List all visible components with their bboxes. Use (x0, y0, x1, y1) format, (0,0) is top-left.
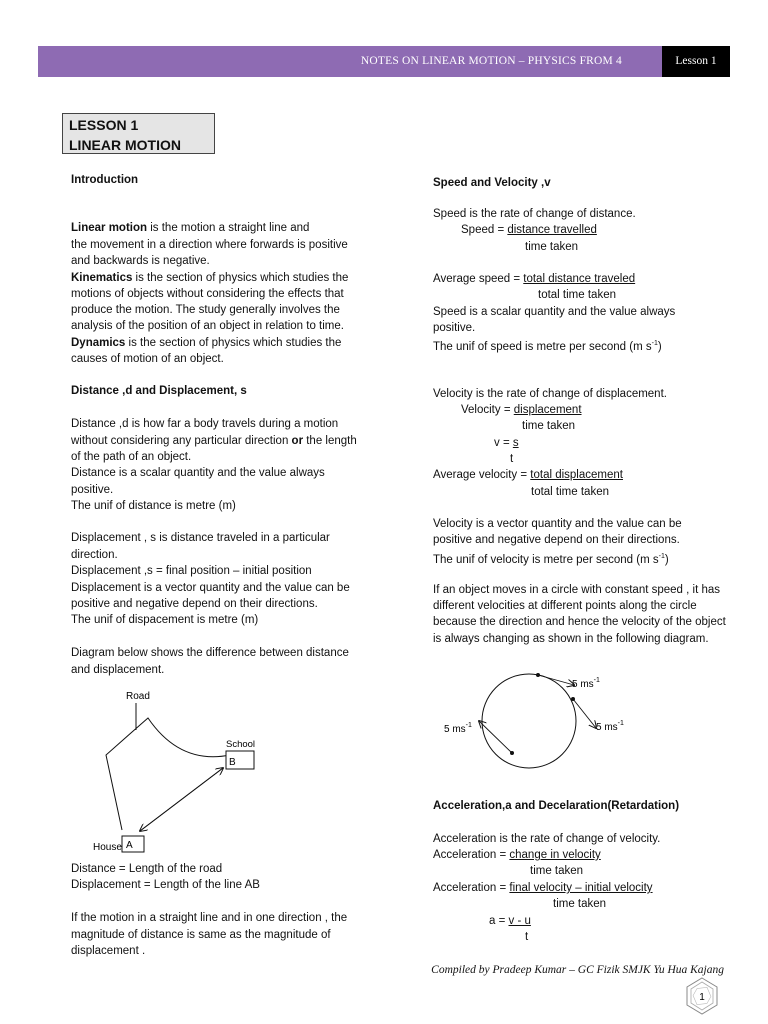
speed-unit-text: The unif of speed is metre per second (m s (433, 340, 652, 353)
distance-text-2c: the length (303, 435, 357, 447)
acceleration-definition: Acceleration is the rate of change of velocity. (433, 833, 661, 845)
acceleration-heading: Acceleration,a and Decelaration(Retardation) (433, 800, 680, 812)
accel-eq2-numerator: final velocity – initial velocity (509, 882, 653, 894)
velocity-vector-line-1: Velocity is a vector quantity and the value can be (433, 518, 682, 530)
velocity-equation (461, 402, 582, 418)
velocity-label-left: 5 $ms^{-1}$ (444, 722, 472, 735)
speed-scalar-line-1: Speed is a scalar quantity and the value always (433, 306, 676, 318)
accel-eq-lhs: Acceleration = (433, 849, 510, 861)
displacement-line-4: Displacement is a vector quantity and the value can be (71, 582, 350, 594)
lesson-title-box (62, 113, 215, 154)
avg-speed-eq-numerator: total distance traveled (523, 273, 636, 285)
circle-text-line-4: is always changing as shown in the following diagram. (433, 633, 709, 645)
displacement-line-3: Displacement ,s = final position – initial position (71, 565, 312, 577)
distance-line-1: Distance ,d is how far a body travels during a motion (71, 418, 339, 430)
distance-or: or (291, 435, 304, 447)
distance-displacement-diagram (80, 680, 280, 860)
diagram-intro-line-1: Diagram below shows the difference between distance (71, 647, 349, 659)
accel-eq-denominator: time taken (530, 865, 584, 877)
v-eq-denominator: t (510, 453, 514, 465)
point-a-label: A (126, 840, 133, 851)
acceleration-equation (433, 847, 601, 863)
displacement-definition: Displacement = Length of the line AB (71, 879, 260, 891)
v-eq-lhs: v = (494, 437, 513, 449)
avg-velocity-eq-numerator: total displacement (530, 469, 623, 481)
a-equation (489, 913, 531, 929)
avg-speed-eq-denominator: total time taken (538, 289, 616, 301)
conclusion-line-1: If the motion in a straight line and in one direction , the (71, 912, 348, 924)
dynamics-line-1 (71, 335, 341, 351)
dynamics-term: Dynamics (71, 337, 126, 349)
kinematics-text-1: is the section of physics which studies the (132, 272, 349, 284)
avg-velocity-eq-denominator: total time taken (531, 486, 609, 498)
distance-line-5: positive. (71, 484, 114, 496)
velocity-label-right: 5 $ms^{-1}$ (596, 720, 624, 733)
distance-definition: Distance = Length of the road (71, 863, 223, 875)
v-equation (494, 435, 519, 451)
speed-equation-numerator-line (461, 222, 597, 238)
distance-line-3: of the path of an object. (71, 451, 192, 463)
velocity-eq-denominator: time taken (522, 420, 576, 432)
footer-credit: Compiled by Pradeep Kumar – GC Fizik SMJK Yu Hua Kajang (431, 964, 724, 976)
distance-line-4: Distance is a scalar quantity and the value always (71, 467, 325, 479)
velocity-eq-numerator: displacement (513, 404, 582, 416)
circle-text-line-3: because the direction and hence the velocity of the object (433, 616, 726, 628)
linear-motion-line-2: the movement in a direction where forwards is positive (71, 239, 348, 251)
linear-motion-text-1: is the motion a straight line and (147, 222, 310, 234)
school-label: School (226, 739, 256, 750)
introduction-heading: Introduction (71, 174, 139, 186)
distance-line-2 (71, 433, 357, 449)
speed-unit (433, 336, 662, 355)
circular-motion-diagram (430, 665, 650, 775)
road-label: Road (126, 691, 150, 702)
velocity-arrow-top (538, 675, 574, 685)
avg-velocity-eq-lhs: Average velocity = (433, 469, 531, 481)
kinematics-line-1 (71, 270, 348, 286)
velocity-unit (433, 549, 669, 568)
displacement-line-6: The unif of dispacement is metre (m) (71, 614, 259, 626)
avg-speed-equation (433, 271, 635, 287)
page-number-badge (682, 976, 722, 1016)
speed-eq-denominator: time taken (525, 241, 579, 253)
circle-text-line-1: If an object moves in a circle with constant speed , it has (433, 584, 721, 596)
displacement-line-2: direction. (71, 549, 118, 561)
kinematics-line-4: analysis of the position of an object in relation to time. (71, 320, 344, 332)
lesson-number: LESSON 1 (69, 117, 139, 133)
velocity-unit-sup: -1 (658, 553, 665, 560)
road-path (106, 718, 230, 830)
point-b-label: B (229, 757, 236, 768)
speed-definition: Speed is the rate of change of distance. (433, 208, 636, 220)
accel-eq2-lhs: Acceleration = (433, 882, 510, 894)
speed-eq-lhs: Speed = (461, 224, 508, 236)
page-number: 1 (699, 992, 705, 1003)
accel-eq-numerator: change in velocity (509, 849, 601, 861)
distance-text-2a: without considering any particular direction (71, 435, 292, 447)
dynamics-line-2: causes of motion of an object. (71, 353, 224, 365)
velocity-unit-end: ) (664, 553, 669, 566)
distance-line-6: The unif of distance is metre (m) (71, 500, 236, 512)
avg-speed-eq-lhs: Average speed = (433, 273, 524, 285)
a-eq-denominator: t (525, 931, 529, 943)
lesson-topic: LINEAR MOTION (69, 137, 181, 153)
displacement-line-1: Displacement , s is distance traveled in a particular (71, 532, 330, 544)
a-eq-numerator: v - u (508, 915, 531, 927)
velocity-vector-line-2: positive and negative depend on their directions. (433, 534, 680, 546)
header-lesson-label: Lesson 1 (662, 46, 730, 77)
accel-eq2-denominator: time taken (553, 898, 607, 910)
kinematics-line-2: motions of objects without considering the effects that (71, 288, 344, 300)
linear-motion-term: Linear motion (71, 222, 148, 234)
header-title: NOTES ON LINEAR MOTION – PHYSICS FROM 4 (360, 55, 622, 67)
v-eq-numerator: s (512, 437, 519, 449)
velocity-arrow-left (479, 721, 512, 753)
speed-heading: Speed and Velocity ,v (433, 177, 551, 189)
linear-motion-line-3: and backwards is negative. (71, 255, 210, 267)
linear-motion-line-1 (71, 220, 309, 236)
speed-scalar-line-2: positive. (433, 322, 476, 334)
house-label: House (93, 842, 122, 853)
conclusion-line-3: displacement . (71, 945, 146, 957)
velocity-label-top: 5 $ms^{-1}$ (572, 677, 600, 690)
velocity-arrow-right (573, 699, 596, 728)
distance-heading: Distance ,d and Displacement, s (71, 385, 247, 397)
velocity-definition: Velocity is the rate of change of displacement. (433, 388, 667, 400)
kinematics-line-3: produce the motion. The study generally involves the (71, 304, 340, 316)
speed-eq-numerator: distance travelled (507, 224, 597, 236)
diagram-intro-line-2: and displacement. (71, 664, 165, 676)
avg-velocity-equation (433, 467, 623, 483)
circle-path (482, 674, 576, 768)
velocity-eq-lhs: Velocity = (461, 404, 514, 416)
speed-unit-end: ) (657, 340, 662, 353)
kinematics-term: Kinematics (71, 272, 133, 284)
velocity-unit-text: The unif of velocity is metre per second (m s (433, 553, 659, 566)
speed-unit-sup: -1 (651, 340, 658, 347)
a-eq-lhs: a = (489, 915, 509, 927)
displacement-arrow-to-a (140, 768, 223, 831)
dynamics-text-1: is the section of physics which studies the (125, 337, 342, 349)
circle-text-line-2: different velocities at different points along the circle (433, 600, 697, 612)
conclusion-line-2: magnitude of distance is same as the magnitude of (71, 929, 331, 941)
acceleration-equation-2 (433, 880, 653, 896)
displacement-line-5: positive and negative depend on their directions. (71, 598, 318, 610)
